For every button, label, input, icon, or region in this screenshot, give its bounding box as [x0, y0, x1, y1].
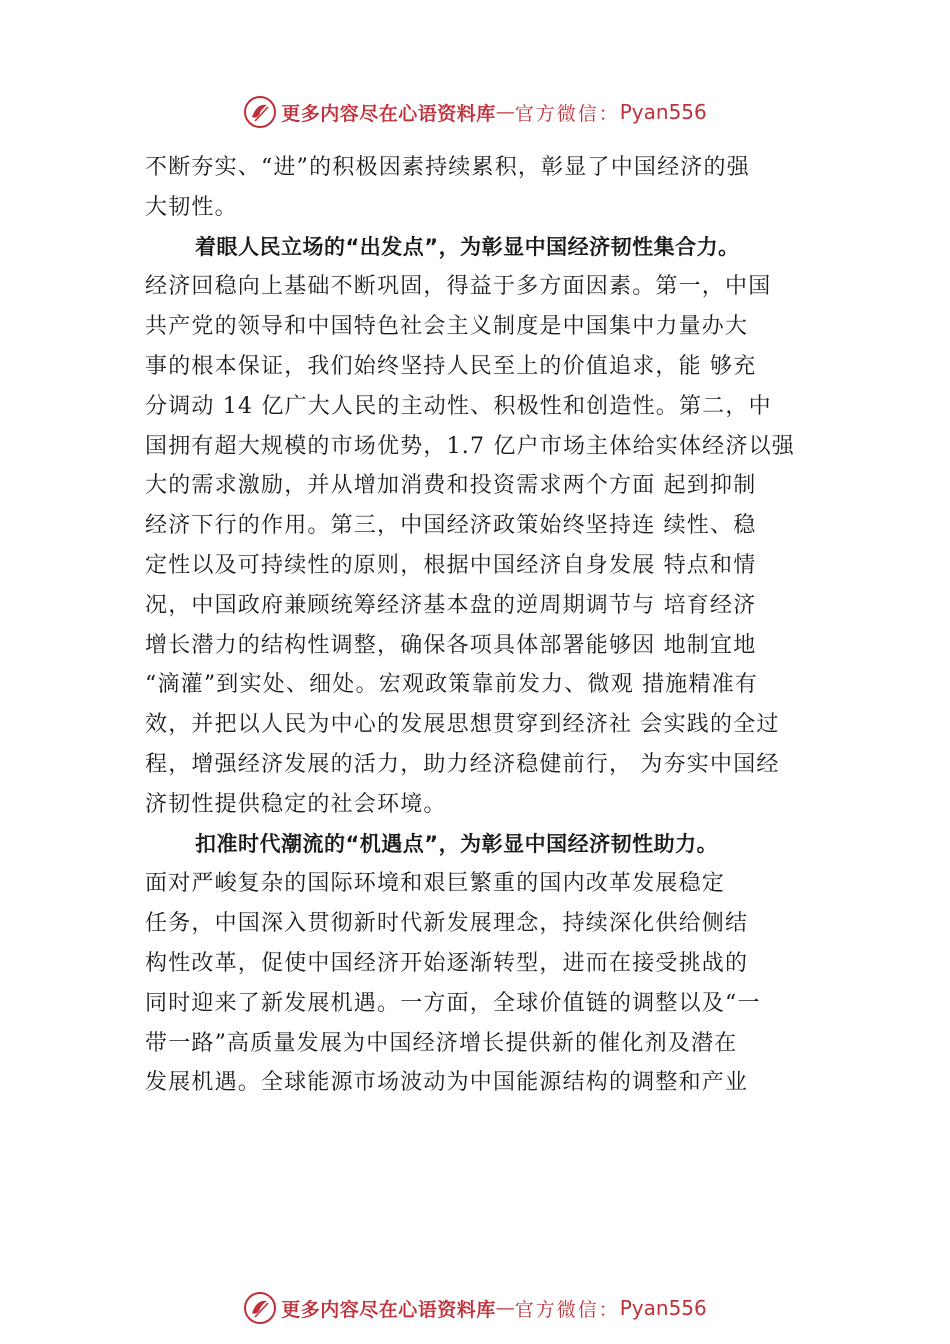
body-line: 面对严峻复杂的国际环境和艰巨繁重的国内改革发展稳定	[145, 871, 726, 897]
header-wechat-id: Pyan556	[619, 100, 707, 124]
body-line: 分调动 14 亿广大人民的主动性、积极性和创造性。第二，中	[145, 393, 772, 419]
footer-banner	[0, 1288, 950, 1328]
header-banner	[0, 92, 950, 132]
footer-official-label: 官方微信：	[514, 1298, 620, 1321]
section-heading: 扣准时代潮流的“机遇点”，为彰显中国经济韧性助力。	[195, 831, 719, 856]
body-line: 经济下行的作用。第三，中国经济政策始终坚持连 续性、稳	[145, 513, 757, 539]
brand-logo-icon	[243, 1291, 277, 1325]
header-official-label: 官方微信：	[514, 102, 620, 125]
body-line: 不断夯实、“进”的积极因素持续累积，彰显了中国经济的强	[145, 155, 750, 180]
footer-wechat-id: Pyan556	[619, 1296, 707, 1320]
document-body	[145, 148, 835, 1103]
body-line: 共产党的领导和中国特色社会主义制度是中国集中力量办大	[145, 314, 749, 340]
footer-brand-text: 更多内容尽在心语资料库	[281, 1298, 496, 1321]
body-line: 事的根本保证，我们始终坚持人民至上的价值追求，能 够充	[145, 353, 757, 379]
body-line: 增长潜力的结构性调整，确保各项具体部署能够因 地制宜地	[145, 632, 757, 658]
header-dash: —	[495, 101, 515, 123]
body-line: 程，增强经济发展的活力，助力经济稳健前行， 为夯实中国经	[145, 751, 780, 777]
body-line: 济韧性提供稳定的社会环境。	[145, 791, 447, 817]
body-line: 构性改革，促使中国经济开始逐渐转型，进而在接受挑战的	[145, 950, 749, 976]
body-line: 任务，中国深入贯彻新时代新发展理念，持续深化供给侧结	[145, 911, 749, 937]
body-line: 效，并把以人民为中心的发展思想贯穿到经济社 会实践的全过	[145, 712, 780, 738]
body-line: 况，中国政府兼顾统筹经济基本盘的逆周期调节与 培育经济	[145, 592, 757, 618]
body-line: 国拥有超大规模的市场优势，1.7 亿户市场主体给实体经济以强	[145, 433, 795, 459]
section-heading: 着眼人民立场的“出发点”，为彰显中国经济韧性集合力。	[195, 234, 740, 259]
body-line: 定性以及可持续性的原则，根据中国经济自身发展 特点和情	[145, 552, 757, 578]
body-line: 大韧性。	[145, 194, 238, 220]
footer-dash: —	[495, 1297, 515, 1319]
body-line: 经济回稳向上基础不断巩固，得益于多方面因素。第一，中国	[145, 274, 772, 300]
body-line: “滴灌”到实处、细处。宏观政策靠前发力、微观 措施精准有	[145, 672, 759, 698]
body-line: 发展机遇。全球能源市场波动为中国能源结构的调整和产业	[145, 1070, 749, 1096]
body-line: 带一路”高质量发展为中国经济增长提供新的催化剂及潜在	[145, 1030, 738, 1056]
body-line: 同时迎来了新发展机遇。一方面，全球价值链的调整以及“一	[145, 990, 761, 1016]
header-brand-text: 更多内容尽在心语资料库	[281, 102, 496, 125]
body-line: 大的需求激励，并从增加消费和投资需求两个方面 起到抑制	[145, 473, 757, 499]
brand-logo-icon	[243, 95, 277, 129]
